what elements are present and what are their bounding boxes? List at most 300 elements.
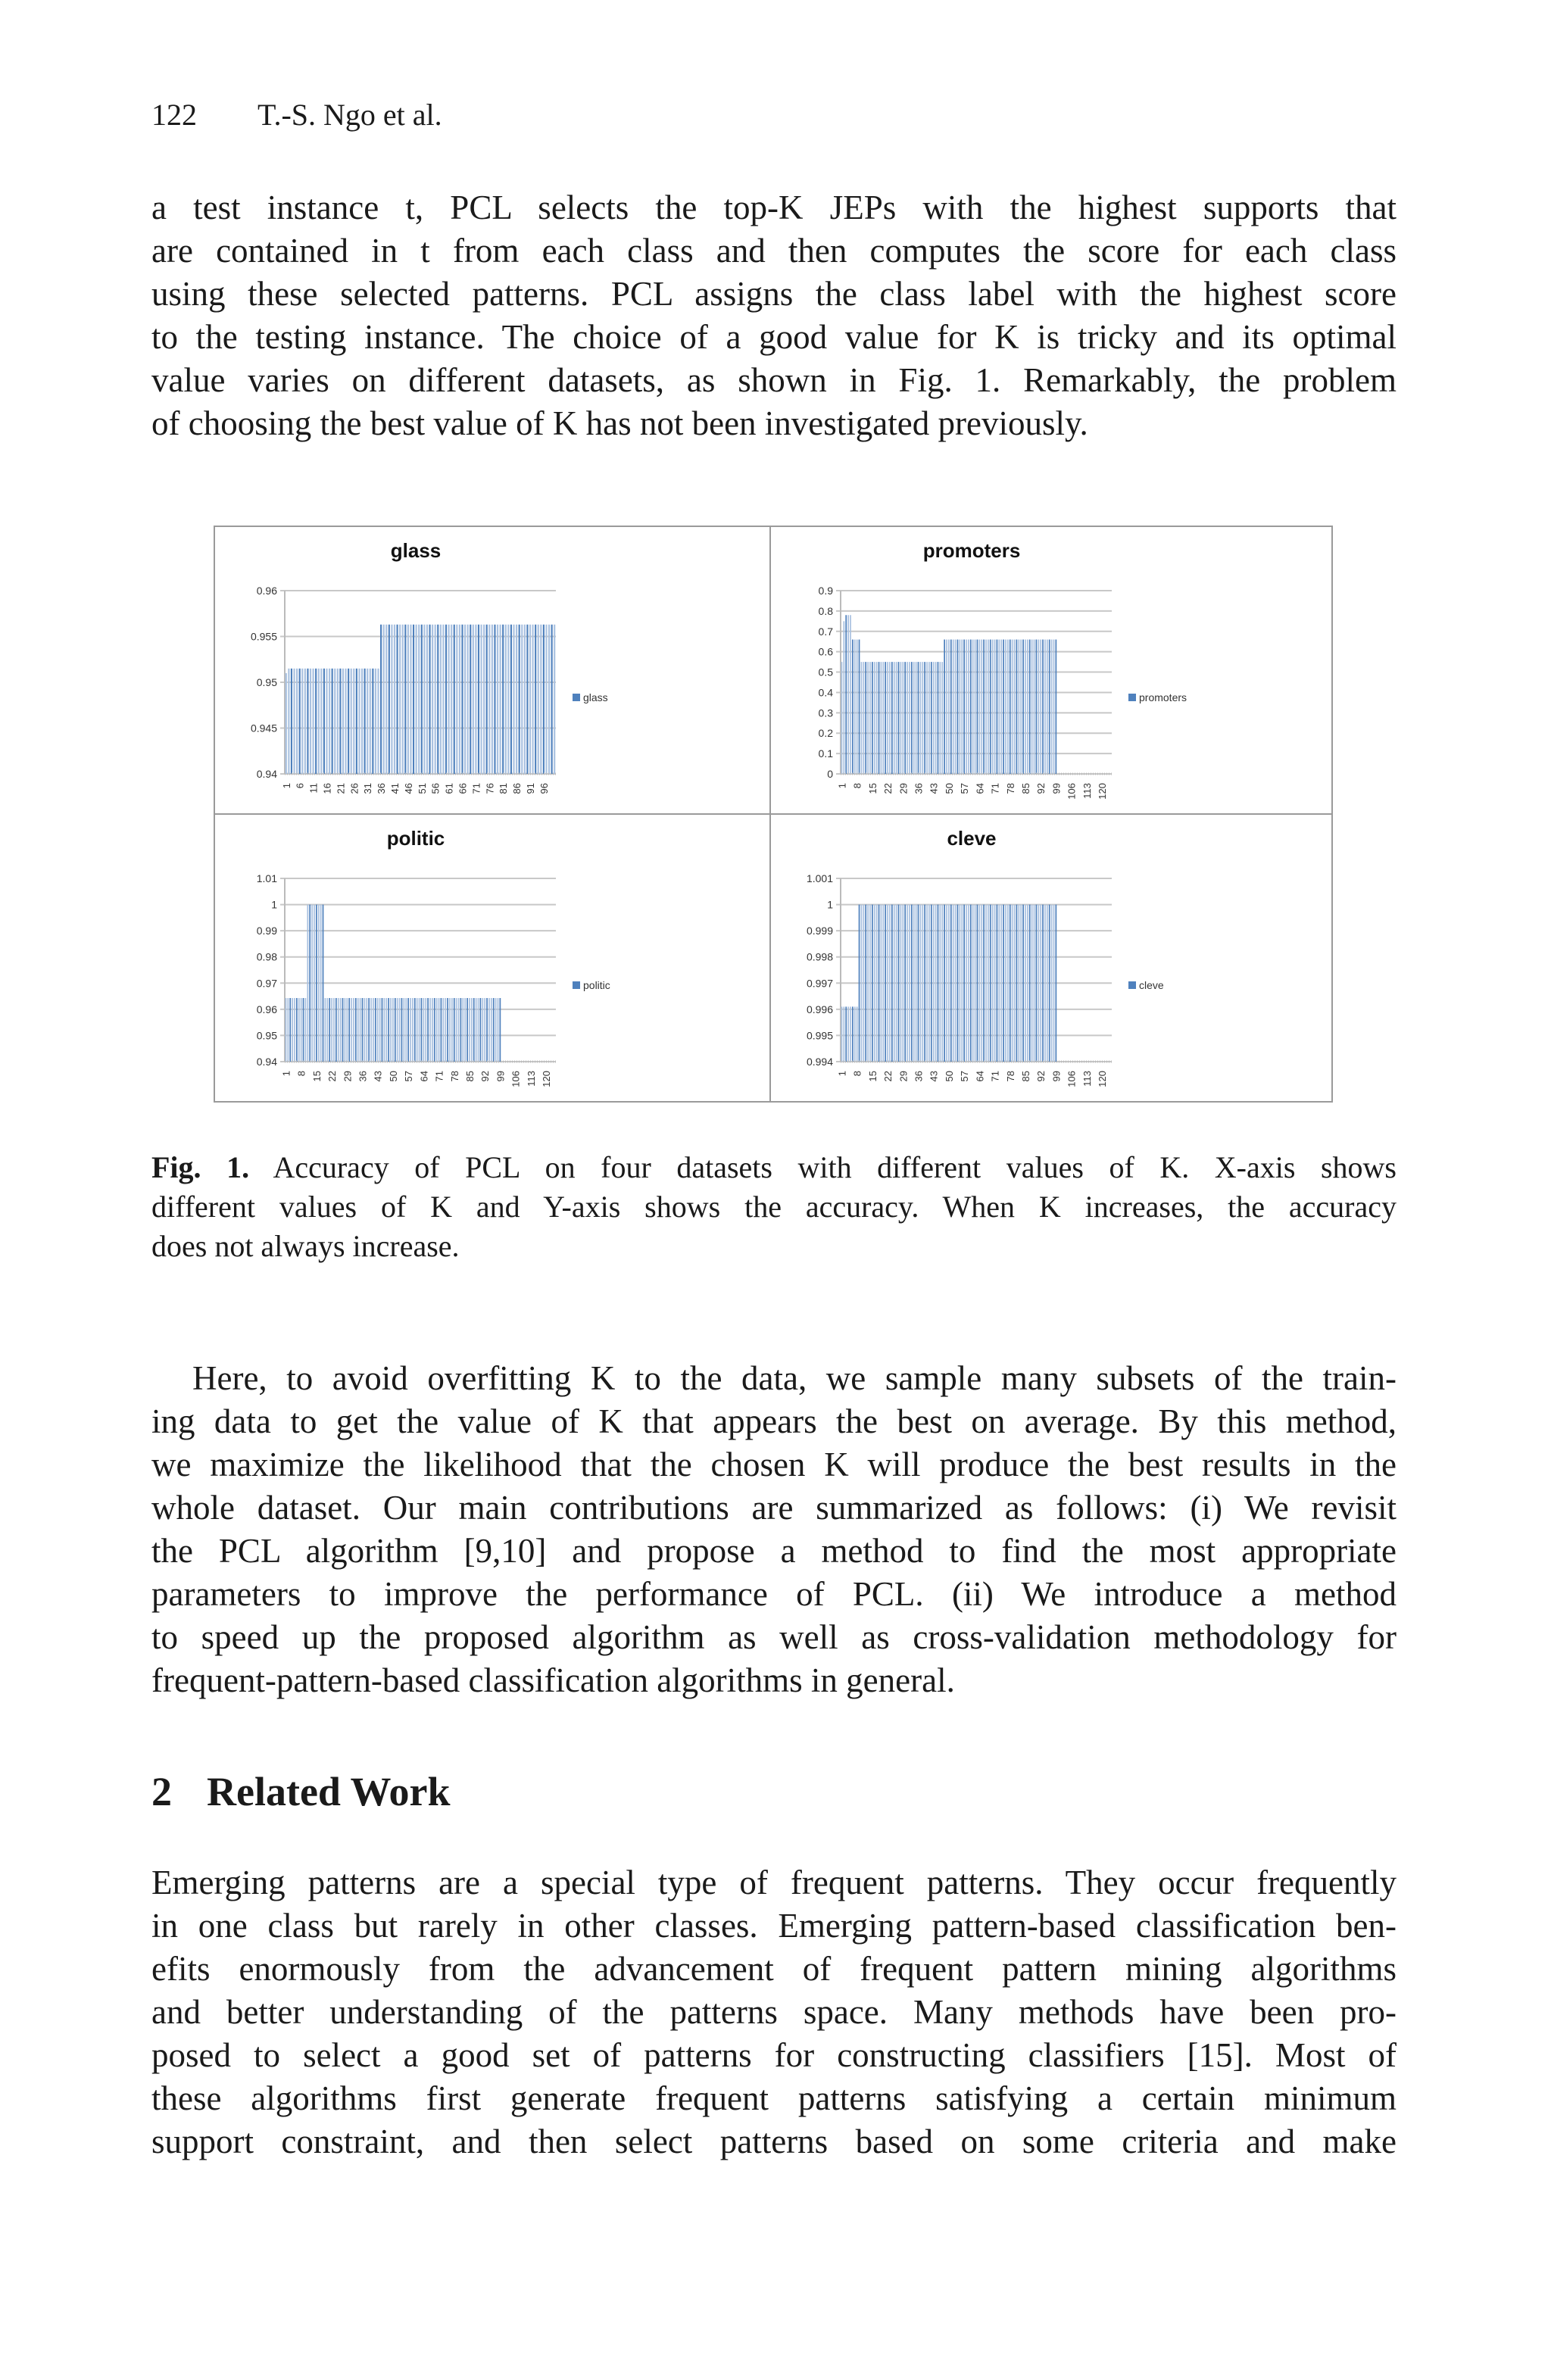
bar [1040,640,1041,774]
bar [459,625,460,774]
bar [326,669,327,774]
bar [968,905,969,1062]
bar [909,662,910,774]
y-tick-label: 1 [827,898,833,911]
x-tick-label: 1 [836,783,848,789]
bar [303,998,304,1062]
bar [380,625,382,774]
x-tick-label: 15 [866,1071,878,1082]
bar [938,905,939,1062]
bar [377,998,379,1062]
bar [988,905,989,1062]
bar [467,998,468,1062]
bar [957,640,959,774]
y-tick-label: 1.001 [806,872,833,884]
paragraph-3 [151,1861,1397,2163]
bar [475,625,476,774]
y-tick-label: 0.94 [256,1056,277,1068]
bar [902,662,903,774]
legend-swatch [573,981,580,989]
bar [922,905,923,1062]
bar [981,905,982,1062]
bar [478,625,479,774]
y-tick-label: 1 [271,898,277,911]
bar [427,998,429,1062]
text-line: in one class but rarely in other classes. Emerging pattern-based classification ben- [151,1907,1397,1945]
bar [1025,640,1026,774]
x-tick-label: 61 [443,783,455,794]
bar [1027,640,1028,774]
bar [966,640,967,774]
bar [857,1006,858,1062]
y-tick-label: 0.2 [818,727,833,740]
bar [471,998,473,1062]
bar [1016,640,1018,774]
bar [448,625,450,774]
x-tick-label: 57 [403,1071,415,1082]
bar [554,625,555,774]
bar [370,998,372,1062]
figure-1 [214,526,1333,1103]
bar [975,905,976,1062]
bar [907,662,908,774]
bar [948,640,950,774]
bar [920,662,922,774]
y-tick-label: 0.94 [256,768,277,780]
legend-label: promoters [1139,691,1187,703]
bar [458,998,460,1062]
x-tick-label: 91 [524,783,536,794]
y-tick-label: 0.945 [250,722,277,735]
bar [299,669,301,774]
x-tick-label: 96 [538,783,550,794]
bar [355,998,357,1062]
text-line: a test instance t, PCL selects the top-K JEPs with the highest supports that [151,189,1397,226]
bar [841,1006,843,1062]
bar [859,640,860,774]
bar [331,998,332,1062]
caption-line: does not always increase. [151,1229,460,1263]
bar [872,662,873,774]
bar [449,998,451,1062]
bar [1022,640,1024,774]
bar [913,662,915,774]
y-tick-label: 0.995 [806,1029,833,1042]
bar [911,905,913,1062]
text-line: frequent-pattern-based classification algorithms in general. [151,1661,955,1699]
bar [311,905,313,1062]
x-tick-label: 43 [928,1071,940,1082]
chart-promoters [771,527,1330,815]
bar [850,615,851,774]
y-tick-label: 0.955 [250,630,277,643]
bar [364,998,366,1062]
x-tick-label: 36 [913,1071,925,1082]
bar [505,625,507,774]
bar [944,640,945,774]
bar [891,905,893,1062]
y-tick-label: 0.97 [256,977,277,990]
x-tick-label: 106 [1066,783,1078,800]
bar [1014,640,1016,774]
bar [863,905,864,1062]
bar [332,669,333,774]
x-tick-label: 92 [479,1071,492,1082]
x-tick-label: 29 [897,783,910,794]
bar [843,621,844,774]
bar [326,998,328,1062]
bar [401,998,403,1062]
bar [407,625,409,774]
bar [510,625,512,774]
bar [1003,905,1004,1062]
bar [881,662,882,774]
x-tick-label: 36 [913,783,925,794]
y-tick-label: 0.95 [256,676,277,688]
bar [464,998,466,1062]
y-tick-label: 0.9 [818,585,833,597]
bar [545,625,547,774]
bar [480,625,482,774]
x-tick-label: 66 [457,783,469,794]
bar [918,905,919,1062]
bar [1034,640,1035,774]
text-line: to the testing instance. The choice of a good value for K is tricky and its optimal [151,318,1397,356]
chart-glass [215,527,774,815]
bar [399,998,401,1062]
bar [482,998,483,1062]
bar [845,1006,847,1062]
x-tick-label: 36 [376,783,388,794]
bar [351,669,352,774]
bar [329,998,330,1062]
bar [920,905,922,1062]
bar [296,669,298,774]
bar [946,905,947,1062]
bar [345,998,346,1062]
bar [854,640,856,774]
bar [854,1006,856,1062]
bar [992,905,994,1062]
bar [364,669,366,774]
bar [379,998,381,1062]
bar [486,625,488,774]
bar [313,669,314,774]
bar [551,625,553,774]
x-tick-label: 120 [541,1071,553,1087]
bar [337,669,339,774]
bar [435,625,436,774]
bar [418,625,420,774]
text-line: to speed up the proposed algorithm as well as cross-validation methodology for [151,1618,1397,1656]
bar [1007,905,1009,1062]
bar [356,669,357,774]
bar [900,662,902,774]
bar [298,998,300,1062]
bar [1056,640,1057,774]
bar [367,669,368,774]
bar [286,673,287,774]
paragraph-1 [151,186,1397,445]
x-tick-label: 92 [1035,783,1047,794]
caption-line: Accuracy of PCL on four datasets with different values of K. X-axis shows [273,1150,1397,1184]
bar [955,905,957,1062]
bar [339,669,341,774]
y-tick-label: 0.95 [256,1029,277,1042]
x-tick-label: 21 [335,783,347,794]
bar [362,998,364,1062]
bar [464,625,466,774]
x-tick-label: 22 [326,1071,339,1082]
bar [348,998,350,1062]
bar [473,625,474,774]
bar [863,662,864,774]
bar [859,905,860,1062]
x-tick-label: 29 [897,1071,910,1082]
bar [333,998,335,1062]
chart-title: glass [390,539,442,562]
bar [470,625,471,774]
bar [291,669,292,774]
bar [983,640,985,774]
bar [488,625,490,774]
bar [391,625,392,774]
bar [353,998,354,1062]
text-line: posed to select a good set of patterns for constructing classifiers [15]. Most of [151,2036,1397,2074]
bar [865,905,866,1062]
caption-line: different values of K and Y-axis shows the accuracy. When K increases, the accuracy [151,1190,1397,1224]
bar [955,640,957,774]
bar [304,669,306,774]
bar [1018,640,1019,774]
bar [867,905,869,1062]
bar [396,625,398,774]
bar [416,625,417,774]
x-tick-label: 120 [1097,783,1109,800]
bar [502,625,504,774]
bar [904,905,906,1062]
bar [486,998,488,1062]
x-tick-label: 50 [387,1071,399,1082]
x-tick-label: 86 [511,783,523,794]
bar [869,662,871,774]
bar [946,640,947,774]
bar [442,625,444,774]
y-tick-label: 0.6 [818,645,833,658]
bar [1016,905,1018,1062]
bar [1038,640,1039,774]
text-line: Here, to avoid overfitting K to the data, we sample many subsets of the train- [192,1359,1397,1397]
bar [882,905,884,1062]
x-tick-label: 36 [357,1071,369,1082]
bar [891,662,893,774]
bar [516,625,517,774]
bar [1000,640,1002,774]
bar [372,669,373,774]
bar [1044,905,1046,1062]
text-line: are contained in t from each class and then computes the score for each class [151,232,1397,270]
bar [847,1006,849,1062]
bar [480,998,482,1062]
bar [500,625,501,774]
bar [345,669,346,774]
panel-divider-horizontal [215,813,1331,815]
bar [296,998,298,1062]
bar [382,998,383,1062]
bar [878,905,880,1062]
bar [896,905,897,1062]
bar [1053,905,1055,1062]
bar [978,640,980,774]
bar [410,998,411,1062]
chart-svg [771,815,1330,1103]
bar [1003,640,1004,774]
bar [968,640,969,774]
bar [885,905,886,1062]
bar [972,640,974,774]
bar [1025,905,1026,1062]
bar [977,640,978,774]
bar [950,640,952,774]
bar [318,905,320,1062]
bar [1040,905,1041,1062]
bar [852,1006,854,1062]
bar [329,669,330,774]
bar [913,905,915,1062]
text-line: these algorithms first generate frequent patterns satisfying a certain minimum [151,2079,1397,2117]
bar [462,998,463,1062]
bar [289,998,291,1062]
bar [436,998,438,1062]
bar [524,625,526,774]
bar [961,905,963,1062]
y-tick-label: 0.8 [818,604,833,617]
text-line: efits enormously from the advancement of frequent pattern mining algorithms [151,1950,1397,1988]
y-tick-label: 0.5 [818,666,833,678]
chart-svg [215,815,774,1103]
x-tick-label: 1 [836,1071,848,1077]
bar [874,905,875,1062]
bar [407,998,409,1062]
bar [857,640,858,774]
bar [1053,640,1055,774]
bar [966,905,967,1062]
x-tick-label: 85 [463,1071,476,1082]
x-tick-label: 71 [989,1071,1001,1082]
bar [410,625,411,774]
x-tick-label: 113 [1081,783,1093,799]
bar [975,640,976,774]
bar [500,998,501,1062]
bar [970,640,972,774]
bar [843,1006,844,1062]
running-authors: T.-S. Ngo et al. [257,98,442,132]
bar [360,998,361,1062]
x-tick-label: 31 [362,783,374,794]
legend-swatch [1128,694,1136,701]
bar [1047,640,1048,774]
bar [847,615,849,774]
bar [941,905,943,1062]
bar [353,669,354,774]
legend-label: cleve [1139,979,1164,991]
bar [1038,905,1039,1062]
bar [320,905,322,1062]
bar [924,662,925,774]
bar [377,669,379,774]
x-tick-label: 71 [470,783,482,794]
bar [419,998,420,1062]
bar [953,640,954,774]
bar [926,905,928,1062]
bar [928,905,930,1062]
bar [548,625,550,774]
bar [412,998,413,1062]
bar [437,625,438,774]
bar [1022,905,1024,1062]
text-line: ing data to get the value of K that appears the best on average. By this method, [151,1402,1397,1440]
bar [944,905,945,1062]
bar [1036,905,1038,1062]
bar [423,625,425,774]
bar [383,625,385,774]
bar [990,905,991,1062]
y-tick-label: 0.96 [256,585,277,597]
bar [532,625,533,774]
x-tick-label: 64 [974,1071,986,1082]
bar [402,625,404,774]
bar [438,998,440,1062]
bar [861,662,863,774]
bar [395,998,396,1062]
bar [476,998,477,1062]
bar [916,905,917,1062]
bar [288,669,289,774]
bar [900,905,902,1062]
y-tick-label: 0.998 [806,950,833,963]
bar [1007,640,1009,774]
bar [346,998,348,1062]
bar [432,998,433,1062]
bar [535,625,536,774]
bar [1027,905,1028,1062]
bar [342,669,344,774]
bar [941,662,943,774]
text-line: we maximize the likelihood that the chosen K will produce the best results in the [151,1446,1397,1483]
bar [456,625,457,774]
legend-swatch [1128,981,1136,989]
bar [467,625,469,774]
bar [323,905,324,1062]
legend-swatch [573,694,580,701]
x-tick-label: 106 [1066,1071,1078,1087]
bar [473,998,475,1062]
bar [889,905,891,1062]
x-tick-label: 16 [321,783,333,794]
bar [924,905,925,1062]
bar [325,998,326,1062]
bar [434,998,435,1062]
bar [538,625,539,774]
bar [390,998,392,1062]
bar [293,669,295,774]
bar [898,905,900,1062]
bar [865,662,866,774]
x-tick-label: 46 [402,783,414,794]
bar [447,998,448,1062]
bar [850,1006,851,1062]
section-number: 2 [151,1769,172,1814]
